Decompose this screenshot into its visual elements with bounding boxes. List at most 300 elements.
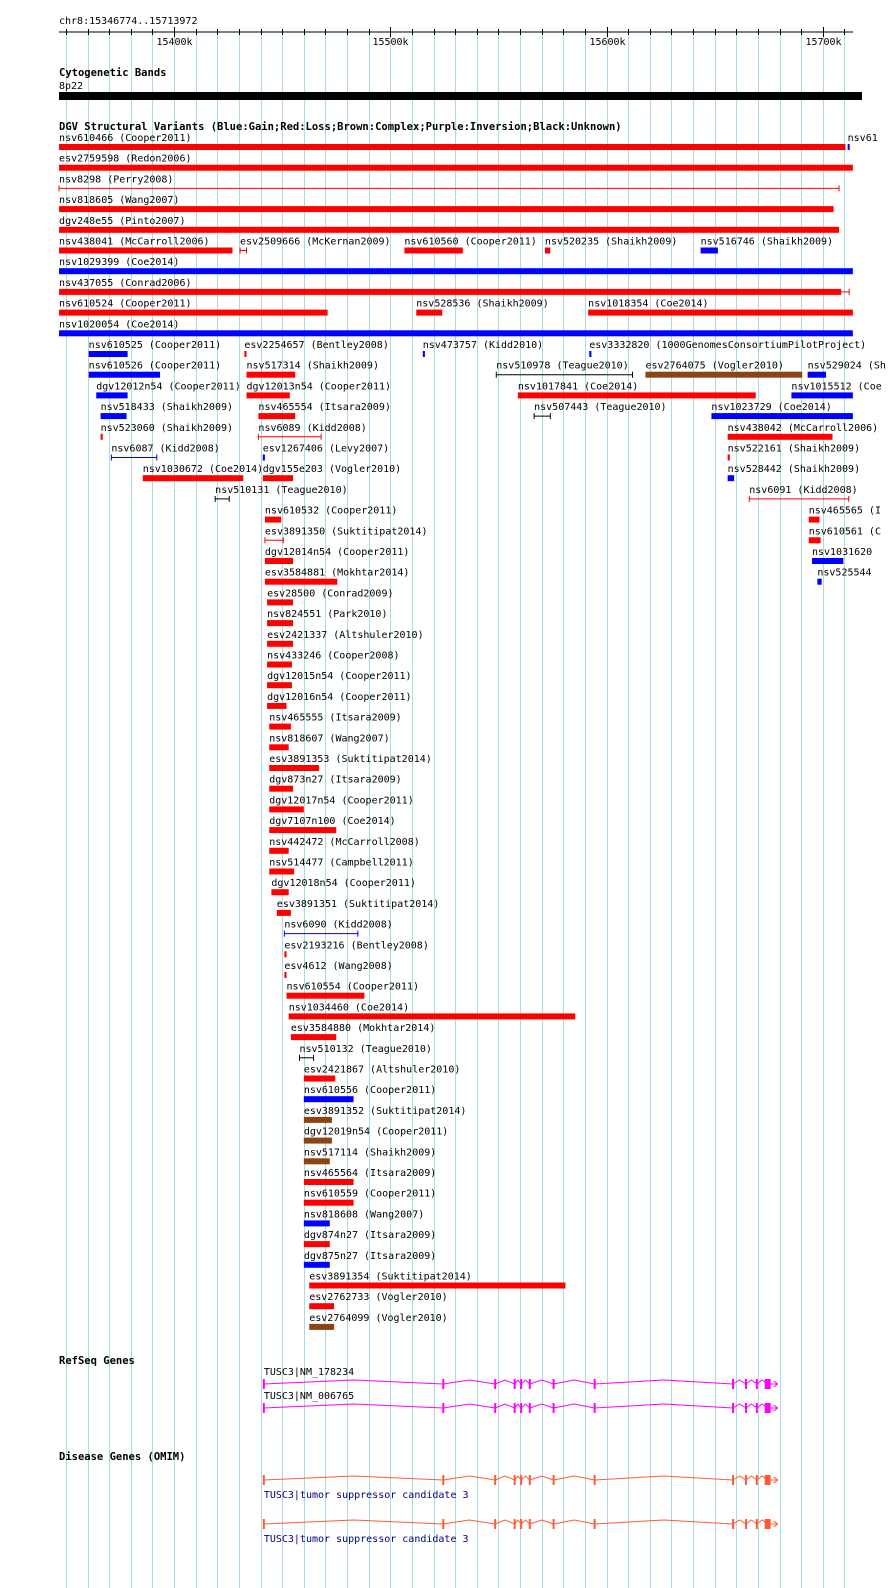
omim_genes-gene-label: TUSC3|tumor suppressor candidate 3	[263, 1534, 469, 1545]
variant-feature[interactable]	[265, 506, 397, 523]
variant-bar	[267, 703, 286, 709]
variant-feature[interactable]	[534, 402, 666, 419]
dgv-variants	[59, 133, 886, 1330]
variant-label: nsv610561 (C	[808, 526, 881, 538]
variant-bar	[263, 475, 293, 481]
omim_genes-exon	[732, 1475, 734, 1485]
variant-label: esv4612 (Wang2008)	[284, 961, 393, 972]
variant-feature[interactable]	[244, 340, 388, 357]
variant-bar	[284, 972, 286, 978]
variant-bar	[269, 786, 293, 792]
variant-label: dgv12015n54 (Cooper2011)	[267, 671, 412, 683]
variant-feature[interactable]	[269, 816, 395, 833]
variant-bar	[289, 1013, 576, 1019]
refseq_genes-exon	[529, 1379, 531, 1389]
variant-feature[interactable]	[304, 1168, 436, 1185]
omim_genes-exon	[732, 1519, 734, 1529]
ruler-tick-label: 15500k	[372, 37, 409, 48]
variant-bar	[59, 248, 232, 254]
variant-feature[interactable]	[263, 464, 401, 481]
variant-feature[interactable]	[749, 485, 857, 502]
variant-label: dgv12016n54 (Cooper2011)	[267, 691, 412, 703]
variant-feature[interactable]	[304, 1065, 461, 1082]
variant-label: esv3891353 (Suktitipat2014)	[269, 754, 432, 765]
omim_genes-exon	[263, 1519, 265, 1529]
variant-bar	[269, 827, 336, 833]
variant-bar	[287, 993, 365, 999]
variant-feature[interactable]	[728, 444, 860, 461]
variant-label: nsv1029399 (Coe2014)	[59, 257, 180, 269]
variant-label: nsv473757 (Kidd2010)	[422, 340, 544, 351]
refseq_genes-exon	[529, 1403, 531, 1413]
omim_genes-exon	[553, 1475, 555, 1485]
variant-bar	[263, 455, 265, 461]
omim_genes-exon	[494, 1519, 496, 1529]
variant-label: nsv442472 (McCarroll2008)	[269, 836, 420, 848]
variant-label: dgv12018n54 (Cooper2011)	[271, 878, 416, 890]
variant-feature[interactable]	[423, 340, 543, 357]
omim_genes-gene-label: TUSC3|tumor suppressor candidate 3	[263, 1490, 469, 1501]
variant-feature[interactable]	[269, 713, 401, 730]
variant-label: dgv12013n54 (Cooper2011)	[246, 381, 392, 393]
refseq_genes-exon	[594, 1403, 596, 1413]
variant-label: nsv465554 (Itsara2009)	[258, 402, 391, 414]
variant-label: nsv518433 (Shaikh2009)	[100, 402, 234, 414]
variant-label: esv3332820 (1000GenomesConsortiumPilotProject)	[589, 340, 867, 351]
variant-label: dgv12014n54 (Cooper2011)	[264, 547, 410, 558]
variant-feature[interactable]	[645, 361, 802, 378]
variant-feature[interactable]	[215, 485, 347, 502]
ruler-tick-label: 15600k	[589, 37, 626, 48]
variant-feature[interactable]	[59, 237, 232, 254]
variant-bar	[588, 310, 853, 316]
variant-feature[interactable]	[269, 733, 389, 750]
variant-feature[interactable]	[404, 237, 536, 254]
variant-feature[interactable]	[791, 381, 881, 398]
omim_genes-intron	[264, 1476, 768, 1480]
variant-feature[interactable]	[309, 1313, 447, 1330]
omim_genes-exon	[594, 1475, 596, 1485]
variant-bar	[271, 889, 288, 895]
omim_genes-exon	[594, 1519, 596, 1529]
variant-feature[interactable]	[309, 1272, 565, 1289]
refseq_genes-exon	[514, 1403, 516, 1413]
variant-label: nsv818605 (Wang2007)	[59, 195, 180, 207]
variant-label: esv28500 (Conrad2009)	[267, 588, 394, 600]
variant-label: nsv610524 (Cooper2011)	[59, 298, 192, 310]
variant-label: nsv6090 (Kidd2008)	[284, 919, 393, 931]
variant-bar	[404, 248, 462, 254]
omim_genes-exon	[263, 1475, 265, 1485]
variant-feature[interactable]	[289, 1002, 576, 1019]
variant-label: nsv510132 (Teague2010)	[299, 1043, 432, 1055]
variant-bar	[269, 744, 288, 750]
variant-label: nsv510131 (Teague2010)	[215, 484, 348, 496]
variant-bar	[267, 620, 293, 626]
variant-bar	[59, 330, 853, 336]
variant-feature[interactable]	[284, 940, 429, 957]
variant-feature[interactable]	[267, 630, 424, 647]
variant-label: nsv522161 (Shaikh2009)	[727, 443, 861, 455]
variant-bar	[101, 434, 103, 440]
variant-feature[interactable]	[111, 444, 219, 461]
variant-feature[interactable]	[265, 526, 428, 543]
variant-feature[interactable]	[728, 464, 860, 481]
variant-feature[interactable]	[304, 1085, 436, 1102]
omim_genes-exon	[553, 1519, 555, 1529]
variant-bar	[59, 206, 834, 212]
variant-label: dgv248e55 (Pinto2007)	[59, 215, 186, 227]
variant-label: nsv6091 (Kidd2008)	[749, 484, 858, 496]
refseq_genes-exon	[732, 1403, 734, 1413]
variant-feature[interactable]	[269, 795, 414, 812]
ruler-tick-label: 15400k	[156, 37, 193, 48]
variant-label: nsv529024 (Sh	[807, 360, 886, 372]
variant-feature[interactable]	[848, 133, 878, 150]
omim_genes-exon	[756, 1475, 758, 1485]
omim_genes-exon	[756, 1519, 758, 1529]
variant-label: nsv465564 (Itsara2009)	[303, 1168, 437, 1179]
variant-feature[interactable]	[304, 1251, 436, 1268]
variant-bar	[59, 268, 853, 274]
variant-bar	[267, 682, 292, 688]
variant-feature[interactable]	[59, 216, 839, 233]
variant-label: nsv61	[847, 133, 878, 144]
omim_genes-strand-arrow	[771, 1477, 778, 1483]
variant-feature[interactable]	[728, 423, 879, 440]
variant-bar	[809, 537, 821, 543]
variant-bar	[304, 1158, 330, 1164]
variant-label: nsv514477 (Campbell2011)	[269, 857, 414, 869]
variant-bar	[265, 579, 337, 585]
variant-feature[interactable]	[271, 878, 416, 895]
variant-feature[interactable]	[101, 402, 233, 419]
variant-feature[interactable]	[143, 464, 263, 481]
variant-label: nsv517314 (Shaikh2009)	[246, 360, 379, 372]
variant-feature[interactable]	[101, 423, 233, 440]
variant-feature[interactable]	[304, 1209, 424, 1226]
variant-feature[interactable]	[96, 381, 241, 398]
refseq_genes-exon	[765, 1379, 771, 1389]
variant-label: esv2421337 (Altshuler2010)	[267, 629, 424, 641]
variant-feature[interactable]	[59, 133, 845, 150]
omim_genes-exon	[745, 1475, 747, 1485]
variant-bar	[423, 351, 425, 357]
variant-bar	[812, 558, 843, 564]
variant-bar	[309, 1303, 334, 1309]
variant-bar	[817, 579, 821, 585]
variant-label: nsv610556 (Cooper2011)	[303, 1085, 437, 1097]
variant-label: nsv516746 (Shaikh2009)	[700, 236, 834, 248]
variant-label: nsv1020054 (Coe2014)	[59, 319, 180, 331]
refseq_genes-exon	[756, 1379, 758, 1389]
variant-feature[interactable]	[269, 837, 420, 854]
variant-bar	[143, 475, 244, 481]
variant-feature[interactable]	[496, 361, 632, 378]
omim_genes-exon	[765, 1475, 771, 1485]
variant-label: esv2764075 (Vogler2010)	[645, 360, 784, 372]
variant-feature[interactable]	[808, 361, 886, 378]
variant-bar	[269, 724, 291, 730]
variant-feature[interactable]	[416, 299, 548, 316]
variant-label: nsv824551 (Park2010)	[267, 609, 388, 621]
variant-feature[interactable]	[304, 1127, 449, 1144]
variant-bar	[728, 455, 730, 461]
variant-label: nsv1034460 (Coe2014)	[288, 1002, 410, 1014]
variant-feature[interactable]	[267, 671, 412, 688]
variant-label: nsv465555 (Itsara2009)	[269, 712, 402, 724]
refseq_genes-exon	[520, 1403, 522, 1413]
variant-bar	[309, 1283, 565, 1289]
variant-label: esv3891351 (Suktitipat2014)	[276, 898, 440, 910]
refseq_genes-exon	[594, 1379, 596, 1389]
variant-feature[interactable]	[589, 340, 866, 357]
variant-feature[interactable]	[265, 568, 410, 585]
variant-bar	[89, 372, 160, 378]
omim_genes-exon	[442, 1475, 444, 1485]
variant-feature[interactable]	[269, 775, 401, 792]
variant-label: dgv875n27 (Itsara2009)	[303, 1250, 437, 1262]
variant-label: nsv1017841 (Coe2014)	[517, 381, 639, 393]
variant-label: esv2762733 (Vogler2010)	[309, 1292, 448, 1304]
variant-feature[interactable]	[304, 1106, 467, 1123]
variant-label: nsv610525 (Cooper2011)	[88, 340, 222, 351]
variant-label: nsv433246 (Cooper2008)	[267, 650, 400, 662]
variant-feature[interactable]	[59, 299, 328, 316]
variant-feature[interactable]	[269, 858, 414, 875]
omim-track-title: Disease Genes (OMIM)	[59, 1451, 186, 1463]
variant-label: nsv438042 (McCarroll2006)	[727, 422, 879, 434]
variant-label: dgv874n27 (Itsara2009)	[303, 1230, 437, 1242]
variant-label: nsv610560 (Cooper2011)	[404, 236, 537, 248]
variant-feature[interactable]	[588, 299, 853, 316]
refseq_genes-exon	[765, 1403, 771, 1413]
refseq_genes-intron	[264, 1404, 768, 1408]
variant-label: nsv6089 (Kidd2008)	[258, 422, 367, 434]
variant-bar	[304, 1262, 330, 1268]
variant-bar	[267, 641, 293, 647]
variant-feature[interactable]	[711, 402, 852, 419]
variant-label: nsv525544	[817, 567, 872, 579]
refseq_genes-gene-label: TUSC3|NM_006765	[263, 1391, 355, 1402]
variant-label: esv3891354 (Suktitipat2014)	[309, 1271, 472, 1283]
variant-label: dgv155e203 (Vogler2010)	[262, 464, 402, 476]
variant-label: esv2759598 (Redon2006)	[59, 153, 192, 165]
variant-label: dgv873n27 (Itsara2009)	[269, 774, 402, 786]
variant-bar	[416, 310, 442, 316]
variant-label: nsv520235 (Shaikh2009)	[544, 236, 678, 248]
position-label: chr8:15346774..15713972	[59, 16, 198, 27]
variant-bar	[791, 392, 852, 398]
variant-label: esv2764099 (Vogler2010)	[309, 1312, 448, 1324]
variant-bar	[645, 372, 802, 378]
variant-bar	[267, 662, 292, 668]
variant-label: nsv507443 (Teague2010)	[534, 402, 667, 414]
variant-feature[interactable]	[247, 361, 379, 378]
variant-label: nsv610526 (Cooper2011)	[88, 360, 222, 372]
refseq_genes-exon	[514, 1379, 516, 1389]
variant-label: nsv8298 (Perry2008)	[59, 174, 174, 186]
variant-feature[interactable]	[89, 340, 221, 357]
refseq_genes-exon	[494, 1379, 496, 1389]
variant-bar	[269, 765, 319, 771]
variant-bar	[265, 558, 293, 564]
variant-feature[interactable]	[59, 195, 834, 212]
variant-label: nsv528442 (Shaikh2009)	[727, 464, 861, 476]
omim_genes-exon	[514, 1519, 516, 1529]
variant-feature[interactable]	[304, 1189, 436, 1206]
refseq-track-title: RefSeq Genes	[59, 1355, 135, 1367]
refseq_genes-strand-arrow	[771, 1381, 778, 1387]
variant-feature[interactable]	[269, 754, 432, 771]
variant-bar	[269, 806, 304, 812]
variant-feature[interactable]	[812, 547, 872, 564]
variant-feature[interactable]	[284, 920, 392, 937]
variant-bar	[304, 1076, 335, 1082]
variant-bar	[247, 392, 290, 398]
refseq_genes-gene-label: TUSC3|NM_178234	[263, 1367, 355, 1378]
variant-bar	[304, 1117, 332, 1123]
variant-label: nsv818608 (Wang2007)	[303, 1209, 425, 1221]
variant-bar	[59, 227, 839, 233]
variant-bar	[545, 248, 550, 254]
variant-label: esv3891350 (Suktitipat2014)	[264, 526, 428, 538]
variant-label: nsv610559 (Cooper2011)	[303, 1188, 437, 1200]
variant-bar	[265, 517, 281, 523]
omim_genes-exon	[529, 1519, 531, 1529]
variant-bar	[277, 910, 291, 916]
omim_genes-exon	[520, 1475, 522, 1485]
variant-bar	[589, 351, 591, 357]
variant-label: nsv610554 (Cooper2011)	[286, 981, 419, 993]
variant-label: esv3891352 (Suktitipat2014)	[303, 1105, 467, 1117]
variant-feature[interactable]	[287, 982, 419, 999]
variant-feature[interactable]	[59, 278, 849, 295]
variant-bar	[808, 372, 826, 378]
variant-bar	[59, 289, 841, 295]
omim_genes-strand-arrow	[771, 1521, 778, 1527]
variant-label: nsv1018354 (Coe2014)	[588, 298, 709, 310]
variant-label: dgv12017n54 (Cooper2011)	[269, 795, 414, 807]
variant-bar	[304, 1096, 354, 1102]
variant-label: dgv7107n100 (Coe2014)	[269, 816, 396, 828]
variant-bar	[59, 144, 845, 150]
variant-feature[interactable]	[258, 402, 390, 419]
variant-label: esv2421867 (Altshuler2010)	[303, 1064, 461, 1076]
variant-feature[interactable]	[518, 381, 756, 398]
variant-feature[interactable]	[277, 899, 440, 916]
refseq_genes-exon	[732, 1379, 734, 1389]
cyto-track-title: Cytogenetic Bands	[59, 67, 167, 79]
variant-bar	[728, 434, 833, 440]
omim_genes-exon	[494, 1475, 496, 1485]
refseq_genes-exon	[263, 1403, 265, 1413]
variant-feature[interactable]	[701, 237, 833, 254]
refseq_genes-exon	[263, 1379, 265, 1389]
variant-feature[interactable]	[240, 237, 391, 254]
variant-bar	[518, 392, 756, 398]
variant-label: dgv12012n54 (Cooper2011)	[96, 381, 241, 393]
cyto-band[interactable]	[59, 92, 862, 100]
refseq_genes-exon	[520, 1379, 522, 1389]
variant-feature[interactable]	[284, 961, 392, 978]
variant-bar	[711, 413, 852, 419]
refseq_genes-intron	[264, 1380, 768, 1384]
variant-feature[interactable]	[304, 1147, 436, 1164]
refseq_genes-exon	[442, 1403, 444, 1413]
variant-feature[interactable]	[258, 423, 366, 440]
variant-label: nsv510978 (Teague2010)	[496, 360, 629, 372]
refseq_genes-exon	[442, 1379, 444, 1389]
variant-bar	[101, 413, 127, 419]
variant-bar	[304, 1138, 332, 1144]
variant-feature[interactable]	[267, 588, 393, 605]
variant-bar	[284, 951, 286, 957]
variant-feature[interactable]	[59, 174, 839, 191]
variant-feature[interactable]	[545, 237, 677, 254]
variant-bar	[269, 848, 288, 854]
variant-bar	[309, 1324, 334, 1330]
variant-bar	[89, 351, 128, 357]
variant-feature[interactable]	[89, 361, 221, 378]
dgv-track-title: DGV Structural Variants (Blue:Gain;Red:Loss;Brown:Complex;Purple:Inversion;Black:Unknown)	[59, 121, 622, 133]
variant-label: nsv6087 (Kidd2008)	[111, 443, 220, 455]
variant-label: nsv610532 (Cooper2011)	[264, 505, 398, 517]
variant-feature[interactable]	[267, 692, 412, 709]
variant-bar	[304, 1179, 354, 1185]
variant-label: nsv517114 (Shaikh2009)	[303, 1147, 437, 1159]
variant-label: nsv818607 (Wang2007)	[269, 733, 390, 745]
variant-feature[interactable]	[267, 651, 399, 668]
variant-bar	[701, 248, 718, 254]
refseq_genes-strand-arrow	[771, 1405, 778, 1411]
refseq_genes-exon	[553, 1403, 555, 1413]
variant-bar	[291, 1034, 336, 1040]
variant-label: nsv1023729 (Coe2014)	[711, 402, 832, 414]
refseq_genes-exon	[745, 1403, 747, 1413]
variant-label: esv2254657 (Bentley2008)	[244, 340, 389, 351]
variant-bar	[304, 1220, 330, 1226]
refseq_genes-exon	[494, 1403, 496, 1413]
refseq_genes-exon	[756, 1403, 758, 1413]
variant-label: nsv1030672 (Coe2014)	[142, 464, 264, 476]
variant-feature[interactable]	[265, 547, 410, 564]
variant-bar	[247, 372, 296, 378]
variant-bar	[267, 599, 293, 605]
omim_genes-exon	[442, 1519, 444, 1529]
variant-label: nsv1031620	[811, 547, 873, 558]
variant-feature[interactable]	[309, 1292, 447, 1309]
variant-bar	[59, 310, 328, 316]
variant-feature[interactable]	[304, 1230, 436, 1247]
variant-label: nsv437055 (Conrad2006)	[59, 277, 192, 289]
variant-label: esv2193216 (Bentley2008)	[284, 940, 429, 952]
variant-label: nsv465565 (I	[808, 505, 881, 517]
variant-bar	[304, 1200, 354, 1206]
variant-bar	[96, 392, 127, 398]
variant-label: nsv610466 (Cooper2011)	[59, 133, 192, 144]
variant-label: esv2509666 (McKernan2009)	[240, 236, 391, 248]
omim_genes-exon	[529, 1475, 531, 1485]
variant-bar	[244, 351, 246, 357]
variant-label: esv1267406 (Levy2007)	[262, 443, 390, 455]
variant-feature[interactable]	[291, 1023, 436, 1040]
variant-bar	[809, 517, 820, 523]
omim_genes-exon	[745, 1519, 747, 1529]
grid-lines	[67, 34, 845, 1588]
variant-bar	[728, 475, 734, 481]
variant-label: esv3584880 (Mokhtar2014)	[290, 1023, 436, 1035]
